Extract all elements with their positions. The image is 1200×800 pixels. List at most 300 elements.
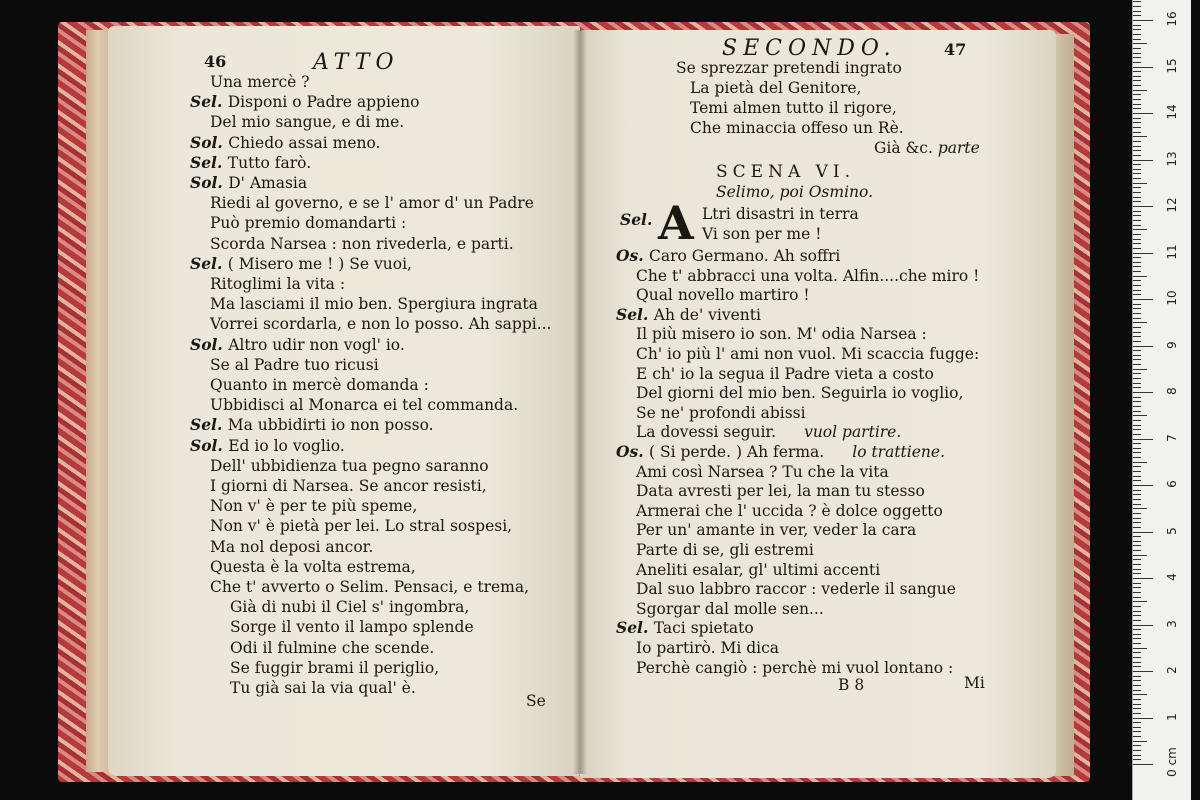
ruler-tick — [1133, 308, 1141, 309]
ruler-tick — [1133, 160, 1153, 161]
verse-line — [210, 234, 514, 254]
line-text: Odi il fulmine che scende. — [230, 638, 435, 657]
speaker-label: Sel. — [190, 415, 228, 435]
ruler-tick — [1133, 187, 1141, 188]
ruler-tick — [1133, 462, 1147, 463]
ruler-tick — [1133, 559, 1141, 560]
ruler-tick — [1133, 527, 1141, 528]
ruler-tick — [1133, 280, 1141, 281]
ruler-tick — [1133, 234, 1141, 235]
ruler-tick — [1133, 336, 1141, 337]
ruler-tick — [1133, 676, 1141, 677]
ruler-tick — [1133, 364, 1141, 365]
line-text: Del giorni del mio ben. Seguirla io voglio, — [636, 384, 964, 403]
ruler-tick — [1133, 508, 1147, 509]
line-text: Il più misero io son. M' odia Narsea : — [636, 325, 927, 344]
ruler-tick — [1133, 578, 1153, 579]
ruler-tick — [1133, 550, 1141, 551]
ruler-tick — [1133, 420, 1141, 421]
verse-line — [230, 617, 474, 637]
ruler-number: 12 — [1165, 197, 1179, 213]
ruler-tick — [1133, 736, 1141, 737]
ruler-tick — [1133, 332, 1141, 333]
ruler-number: 13 — [1165, 150, 1179, 167]
verse-line — [230, 638, 434, 658]
verse-line — [210, 557, 416, 577]
ruler-number: 16 — [1165, 11, 1179, 27]
ruler-tick — [1133, 569, 1141, 570]
verse-line — [210, 496, 417, 516]
ruler-tick — [1133, 266, 1141, 267]
ruler-tick — [1133, 522, 1141, 523]
line-text: ( Si perde. ) Ah ferma. — [649, 443, 825, 461]
ruler-tick — [1133, 439, 1153, 440]
ruler-tick — [1133, 387, 1141, 388]
line-text: Che t' avverto o Selim. Pensaci, e trema, — [210, 578, 530, 596]
ruler-tick — [1133, 178, 1141, 179]
ruler-number: 14 — [1165, 104, 1179, 120]
speech-line — [190, 415, 434, 435]
ruler-tick — [1133, 690, 1141, 691]
ruler-tick — [1133, 6, 1141, 7]
ruler-tick — [1133, 443, 1141, 444]
line-text: Perchè cangiò : perchè mi vuol lontano : — [636, 658, 954, 677]
line-text: E ch' io la segua il Padre vieta a costo — [636, 364, 934, 383]
stage-direction: vuol partire. — [804, 423, 902, 442]
ruler-tick — [1133, 71, 1141, 72]
ruler-tick — [1133, 271, 1141, 272]
ruler-tick — [1133, 480, 1141, 481]
ruler-tick — [1133, 141, 1141, 142]
ruler-tick — [1133, 359, 1141, 360]
ruler-tick — [1133, 476, 1141, 477]
verse-line — [636, 422, 901, 442]
ruler-tick — [1133, 99, 1141, 100]
ruler-number: 2 — [1165, 666, 1179, 674]
verse-line — [210, 516, 512, 536]
speaker-label: Sel. — [190, 253, 228, 273]
verse-line — [690, 78, 861, 98]
verse-line — [636, 658, 953, 678]
verse-line — [230, 678, 416, 698]
ruler-tick — [1133, 429, 1141, 430]
ruler-tick — [1133, 597, 1141, 598]
verse-line — [210, 72, 310, 92]
line-text: Del mio sangue, e di me. — [210, 113, 405, 132]
ruler-tick — [1133, 169, 1141, 170]
ruler-tick — [1133, 25, 1141, 26]
ruler-tick — [1133, 108, 1141, 109]
ruler-tick — [1133, 704, 1141, 705]
ruler-tick — [1133, 643, 1141, 644]
ruler-tick — [1133, 355, 1141, 356]
ruler-tick — [1133, 708, 1141, 709]
catchword: Se — [526, 692, 546, 710]
line-text: Aneliti esalar, gl' ultimi accenti — [636, 560, 881, 579]
ruler-number: 7 — [1165, 433, 1179, 442]
line-text: Per un' amante in ver, veder la cara — [636, 521, 917, 540]
ruler-tick — [1133, 122, 1141, 123]
ruler-tick — [1133, 48, 1141, 49]
verse-line — [636, 481, 925, 501]
right-page — [580, 30, 1056, 778]
ruler-tick — [1133, 750, 1141, 751]
speech-line — [190, 254, 412, 274]
verse-line — [636, 560, 880, 580]
ruler-tick — [1133, 206, 1153, 207]
ruler-tick — [1133, 80, 1141, 81]
ruler-tick — [1133, 113, 1153, 114]
ruler-number: 6 — [1165, 480, 1179, 488]
ruler-tick — [1133, 545, 1141, 546]
ruler-tick — [1133, 294, 1141, 295]
ruler-unit-label: 0 cm — [1165, 747, 1179, 777]
speaker-label: Sol. — [190, 132, 229, 152]
speech-line — [616, 246, 840, 266]
line-text: Non v' è per te più speme, — [210, 497, 418, 516]
speaker-label: Os. — [616, 442, 650, 461]
ruler-tick — [1133, 215, 1141, 216]
ruler-number: 5 — [1165, 526, 1179, 535]
ruler-tick — [1133, 304, 1141, 305]
verse-line — [210, 294, 538, 314]
ruler-tick — [1133, 318, 1141, 319]
left-page — [108, 26, 580, 776]
ruler-tick — [1133, 29, 1141, 30]
ruler-tick — [1133, 118, 1141, 119]
running-head: ATTO — [313, 50, 400, 75]
ruler-tick — [1133, 127, 1141, 128]
ruler-tick — [1133, 62, 1141, 63]
ruler-tick — [1133, 290, 1141, 291]
ruler-tick — [1133, 564, 1141, 565]
ruler-tick — [1133, 90, 1147, 91]
line-text: Caro Germano. Ah soffri — [649, 247, 841, 265]
line-text: Se sprezzar pretendi ingrato — [676, 59, 902, 77]
ruler-tick — [1133, 383, 1141, 384]
ruler-tick — [1133, 648, 1147, 649]
line-text: Ritoglimi la vita : — [210, 275, 346, 293]
ruler-tick — [1133, 15, 1141, 16]
line-text: Se ne' profondi abissi — [636, 403, 806, 422]
line-text: Riedi al governo, e se l' amor d' un Padre — [210, 194, 534, 213]
speech-line — [190, 436, 345, 456]
ruler-tick — [1133, 76, 1141, 77]
line-text: Può premio domandarti : — [210, 214, 407, 233]
ruler-tick — [1133, 573, 1141, 574]
ruler-tick — [1133, 638, 1141, 639]
ruler-tick — [1133, 406, 1141, 407]
ruler-tick — [1133, 411, 1141, 412]
book-gutter — [573, 30, 587, 774]
stage-direction: lo trattiene. — [852, 443, 945, 461]
verse-line: Vi son per me ! — [702, 225, 822, 243]
verse-line — [210, 537, 373, 557]
ruler-tick — [1133, 620, 1141, 621]
ruler-tick — [1133, 434, 1141, 435]
speech-line — [190, 153, 311, 173]
ruler-tick — [1133, 173, 1141, 174]
ruler-tick — [1133, 39, 1141, 40]
verse-line — [210, 577, 529, 597]
line-text: Sgorgar dal molle sen... — [636, 599, 824, 618]
ruler-tick — [1133, 350, 1141, 351]
ruler-tick — [1133, 1, 1141, 2]
ruler-tick — [1133, 652, 1141, 653]
page-number: 47 — [944, 40, 967, 59]
ruler-tick — [1133, 532, 1153, 533]
verse-line — [676, 58, 902, 78]
verse-line — [636, 579, 956, 599]
page-number: 46 — [204, 52, 227, 71]
ruler-tick — [1133, 34, 1141, 35]
verse-line — [210, 213, 406, 233]
line-text: Data avresti per lei, la man tu stesso — [636, 482, 925, 501]
line-text: Tu già sai la via qual' è. — [230, 679, 416, 697]
ruler-tick — [1133, 518, 1141, 519]
line-text: Dal suo labbro raccor : vederle il sangue — [636, 580, 956, 599]
speech-line — [190, 173, 307, 193]
ruler-tick — [1133, 657, 1141, 658]
verse-line — [230, 658, 439, 678]
line-text: ( Misero me ! ) Se vuoi, — [227, 254, 412, 273]
drop-capital: A — [658, 196, 694, 250]
verse-line: Ltri disastri in terra — [702, 205, 859, 223]
ruler-number: 1 — [1165, 712, 1179, 721]
ruler-tick — [1133, 685, 1141, 686]
verse-line — [210, 395, 518, 415]
ruler-tick — [1133, 43, 1147, 44]
ruler-tick — [1133, 346, 1153, 347]
line-text: Ma nol deposi ancor. — [210, 537, 374, 556]
ruler-tick — [1133, 583, 1141, 584]
ruler-tick — [1133, 146, 1141, 147]
ruler-tick — [1133, 425, 1141, 426]
line-text: D' Amasia — [228, 174, 308, 192]
ruler-tick — [1133, 225, 1141, 226]
ruler-tick — [1133, 67, 1153, 68]
line-text: Ubbidisci al Monarca ei tel commanda. — [210, 396, 519, 415]
ruler-tick — [1133, 662, 1141, 663]
ruler-tick — [1133, 369, 1147, 370]
ruler-tick — [1133, 327, 1141, 328]
ruler-tick — [1133, 471, 1141, 472]
ruler-tick — [1133, 755, 1141, 756]
ruler-tick — [1133, 694, 1147, 695]
ruler-tick — [1133, 239, 1141, 240]
ruler-tick — [1133, 57, 1141, 58]
line-text: Che t' abbracci una volta. Alfin....che miro ! — [636, 266, 980, 285]
verse-line — [636, 462, 889, 482]
ruler-tick — [1133, 680, 1141, 681]
verse-line — [636, 324, 927, 344]
line-text: Se fuggir brami il periglio, — [230, 658, 440, 677]
verse-line — [210, 456, 489, 476]
ruler-tick — [1133, 745, 1141, 746]
ruler-tick — [1133, 257, 1141, 258]
ruler-tick — [1133, 373, 1141, 374]
running-head: SECONDO. — [722, 36, 897, 61]
ruler-tick — [1133, 666, 1141, 667]
verse-line — [636, 403, 806, 423]
verse-line — [210, 193, 534, 213]
ruler-tick — [1133, 536, 1141, 537]
verse-line — [636, 501, 943, 521]
verse-line — [636, 540, 814, 560]
line-text: La pietà del Genitore, — [690, 79, 862, 97]
line-text: Ah de' viventi — [653, 305, 761, 324]
verse-line — [636, 344, 979, 364]
ruler-tick — [1133, 592, 1141, 593]
line-text: Non v' è pietà per lei. Lo stral sospesi, — [210, 517, 513, 536]
line-text: Armerai che l' uccida ? è dolce oggetto — [636, 501, 943, 520]
speech-line — [616, 442, 945, 462]
ruler-tick — [1133, 513, 1141, 514]
ruler-tick — [1133, 764, 1153, 765]
ruler-number: 8 — [1165, 387, 1179, 395]
ruler-tick — [1133, 155, 1141, 156]
ruler-tick — [1133, 601, 1147, 602]
verse-line — [230, 597, 469, 617]
verse-line — [636, 520, 916, 540]
line-text: Tutto farò. — [227, 153, 312, 172]
ruler-tick — [1133, 415, 1147, 416]
ruler-tick — [1133, 253, 1153, 254]
verse-line — [636, 599, 824, 619]
speaker-label: Sol. — [190, 334, 229, 354]
speech-line — [616, 305, 761, 325]
ruler-number: 4 — [1165, 573, 1179, 581]
line-text: Disponi o Padre appieno — [227, 93, 420, 112]
exit-line: Già &c. parte — [874, 139, 980, 157]
line-text: Quanto in mercè domanda : — [210, 376, 429, 394]
ruler-tick — [1133, 211, 1141, 212]
ruler-tick — [1133, 132, 1141, 133]
ruler-tick — [1133, 634, 1141, 635]
ruler-tick — [1133, 499, 1141, 500]
ruler-tick — [1133, 192, 1141, 193]
ruler-tick — [1133, 85, 1141, 86]
ruler-tick — [1133, 606, 1141, 607]
ruler-tick — [1133, 94, 1141, 95]
ruler-number: 11 — [1165, 243, 1179, 260]
ruler-tick — [1133, 341, 1141, 342]
ruler-tick — [1133, 248, 1141, 249]
ruler-tick — [1133, 727, 1141, 728]
ruler-tick — [1133, 718, 1153, 719]
line-text: Ami così Narsea ? Tu che la vita — [636, 462, 889, 481]
ruler-tick — [1133, 243, 1141, 244]
ruler-tick — [1133, 201, 1141, 202]
verse-line — [636, 383, 963, 403]
ruler-tick — [1133, 457, 1141, 458]
speech-line — [190, 133, 381, 153]
verse-line — [636, 638, 779, 658]
ruler-tick — [1133, 615, 1141, 616]
ruler-tick — [1133, 229, 1147, 230]
verse-line — [636, 364, 934, 384]
catchword: Mi — [964, 674, 985, 692]
speech-line — [190, 335, 405, 355]
ruler-tick — [1133, 759, 1141, 760]
ruler-tick — [1133, 699, 1141, 700]
ruler-tick — [1133, 466, 1141, 467]
speaker-label: Sel. — [616, 618, 654, 638]
line-text: Io partirò. Mi dica — [636, 639, 780, 657]
ruler-tick — [1133, 392, 1153, 393]
verse-line — [210, 112, 404, 132]
speech-line — [616, 618, 754, 638]
left-page-edges — [86, 30, 110, 772]
verse-line — [210, 375, 429, 395]
line-text: Una mercè ? — [210, 73, 310, 91]
speaker-label: Sel. — [616, 304, 654, 324]
ruler-tick — [1133, 150, 1141, 151]
ruler-tick — [1133, 448, 1141, 449]
ruler-tick — [1133, 587, 1141, 588]
ruler-tick — [1133, 629, 1141, 630]
ruler-tick — [1133, 220, 1141, 221]
scene-characters: Selimo, poi Osmino. — [716, 183, 874, 201]
ruler-tick — [1133, 313, 1141, 314]
line-text: Qual novello martiro ! — [636, 286, 810, 305]
ruler-tick — [1133, 401, 1141, 402]
ruler-tick — [1133, 722, 1141, 723]
ruler-tick — [1133, 136, 1147, 137]
ruler-tick — [1133, 555, 1147, 556]
verse-line — [210, 476, 487, 496]
ruler-tick — [1133, 322, 1147, 323]
line-text: Questa è la volta estrema, — [210, 557, 416, 576]
speaker-label: Sel. — [620, 210, 653, 229]
ruler-tick — [1133, 53, 1141, 54]
ruler-tick — [1133, 285, 1141, 286]
line-text: La dovessi seguir. — [636, 423, 777, 442]
line-text: Taci spietato — [653, 619, 754, 638]
ruler-tick — [1133, 504, 1141, 505]
line-text: I giorni di Narsea. Se ancor resisti, — [210, 477, 487, 495]
line-text: Vorrei scordarla, e non lo posso. Ah sappi... — [210, 315, 552, 334]
ruler-tick — [1133, 741, 1147, 742]
line-text: Temi almen tutto il rigore, — [690, 99, 897, 117]
line-text: Ch' io più l' ami non vuol. Mi scaccia fugge: — [636, 345, 980, 363]
ruler-tick — [1133, 485, 1153, 486]
ruler-tick — [1133, 490, 1141, 491]
speaker-label: Sel. — [190, 152, 228, 172]
ruler-tick — [1133, 625, 1153, 626]
speaker-label: Sel. — [190, 92, 228, 112]
ruler-tick — [1133, 611, 1141, 612]
ruler-tick — [1133, 164, 1141, 165]
scene-heading: SCENA VI. — [716, 162, 856, 182]
verse-line — [210, 274, 345, 294]
line-text: Sorge il vento il lampo splende — [230, 618, 474, 637]
ruler-tick — [1133, 397, 1141, 398]
line-text: Chiedo assai meno. — [228, 133, 381, 152]
line-text: Parte di se, gli estremi — [636, 541, 814, 559]
signature-mark: B 8 — [838, 676, 865, 694]
speaker-label: Sol. — [190, 435, 229, 455]
ruler-number: 3 — [1165, 619, 1179, 628]
verse-line — [636, 266, 979, 286]
ruler-tick — [1133, 299, 1153, 300]
ruler-tick — [1133, 671, 1153, 672]
verse-line — [690, 118, 904, 138]
ruler-tick — [1133, 104, 1141, 105]
ruler-tick — [1133, 262, 1141, 263]
ruler-tick — [1133, 183, 1147, 184]
verse-line — [690, 98, 897, 118]
